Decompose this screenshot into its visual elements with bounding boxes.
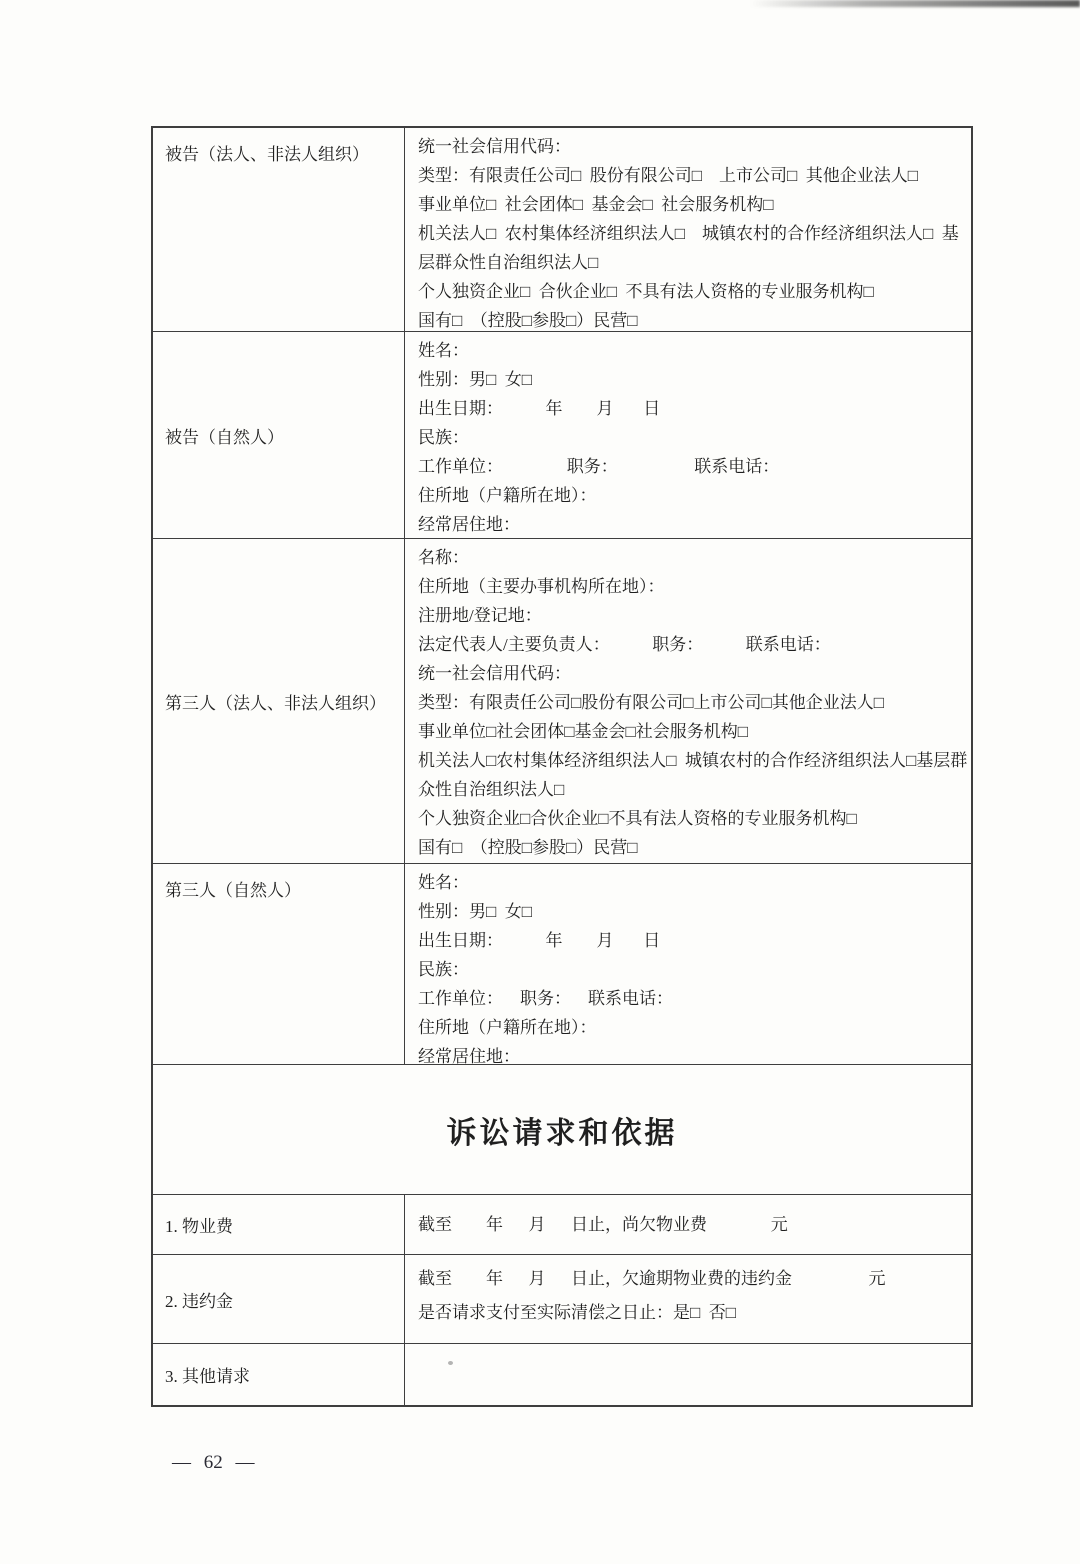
- row-section-header: [153, 1065, 971, 1195]
- civil-complaint-form-table: [151, 126, 973, 1407]
- claim-penalty-fields: [405, 1255, 971, 1343]
- row-label-text: 3. 其他请求: [165, 1367, 250, 1386]
- claim-property-fee-label: [153, 1195, 405, 1254]
- form-line: 截至 年 月 日止，欠逾期物业费的违约金 元: [418, 1269, 886, 1288]
- row-label-text: 第三人（自然人）: [165, 881, 301, 900]
- page-number: — 62 —: [172, 1452, 255, 1473]
- scan-speck: [448, 1361, 453, 1365]
- claim-other-label: [153, 1344, 405, 1405]
- defendant-person-label: [153, 332, 405, 538]
- form-line: 名称：: [418, 548, 469, 567]
- form-line: 是否请求支付至实际清偿之日止：是□ 否□: [418, 1303, 737, 1322]
- claim-property-fee-fields: [405, 1195, 971, 1254]
- row-label-text: 第三人（法人、非法人组织）: [165, 693, 386, 713]
- form-line: 姓名：: [418, 873, 469, 892]
- form-line: 个人独资企业□ 合伙企业□ 不具有法人资格的专业服务机构□: [418, 282, 874, 301]
- form-line: 个人独资企业□合伙企业□不具有法人资格的专业服务机构□: [418, 809, 857, 828]
- third-party-org-label: [153, 539, 405, 863]
- form-line: 注册地/登记地：: [418, 606, 542, 625]
- form-line: 国有□ （控股□参股□）民营□: [418, 311, 638, 330]
- row-claim-other: [153, 1344, 971, 1405]
- form-line: 出生日期： 年 月 日: [418, 399, 661, 418]
- claim-other-fields: [405, 1344, 971, 1405]
- claim-penalty-label: [153, 1255, 405, 1343]
- form-line: 统一社会信用代码：: [418, 137, 571, 156]
- row-claim-property-fee: [153, 1195, 971, 1255]
- form-line: 民族：: [418, 960, 469, 979]
- form-line: 机关法人□ 农村集体经济组织法人□ 城镇农村的合作经济组织法人□ 基: [418, 224, 959, 243]
- defendant-person-fields: [405, 332, 971, 538]
- row-third-party-org: [153, 539, 971, 864]
- defendant-org-fields: [405, 128, 971, 331]
- row-claim-penalty: [153, 1255, 971, 1344]
- form-line: 事业单位□社会团体□基金会□社会服务机构□: [418, 722, 749, 741]
- form-line: 统一社会信用代码：: [418, 664, 571, 683]
- third-party-person-label: [153, 864, 405, 1064]
- form-line: 姓名：: [418, 341, 469, 360]
- form-line: 法定代表人/主要负责人： 职务： 联系电话：: [418, 635, 831, 654]
- form-line: 性别：男□ 女□: [418, 370, 533, 389]
- row-label-text: 1. 物业费: [165, 1217, 233, 1236]
- form-line: 民族：: [418, 428, 469, 447]
- third-party-person-fields: [405, 864, 971, 1064]
- row-label-text: 被告（自然人）: [165, 427, 284, 447]
- form-line: 工作单位： 职务： 联系电话：: [418, 457, 780, 476]
- row-defendant-person: [153, 332, 971, 539]
- form-line: 住所地（主要办事机构所在地）：: [418, 577, 665, 596]
- form-line: 出生日期： 年 月 日: [418, 931, 661, 950]
- defendant-org-label: [153, 128, 405, 331]
- form-line: 住所地（户籍所在地）：: [418, 1018, 597, 1037]
- section-title: 诉讼请求和依据: [446, 1116, 678, 1150]
- form-line: 截至 年 月 日止，尚欠物业费 元: [418, 1215, 788, 1234]
- form-line: 性别：男□ 女□: [418, 902, 533, 921]
- row-label-text: 2. 违约金: [165, 1291, 233, 1311]
- form-line: 住所地（户籍所在地）：: [418, 486, 597, 505]
- form-line: 国有□ （控股□参股□）民营□: [418, 838, 638, 857]
- form-line: 机关法人□农村集体经济组织法人□ 城镇农村的合作经济组织法人□基层群: [418, 751, 968, 770]
- third-party-org-fields: [405, 539, 971, 863]
- form-line: 经常居住地：: [418, 515, 520, 534]
- row-third-party-person: [153, 864, 971, 1065]
- form-line: 层群众性自治组织法人□: [418, 253, 599, 272]
- form-line: 事业单位□ 社会团体□ 基金会□ 社会服务机构□: [418, 195, 774, 214]
- form-line: 类型：有限责任公司□股份有限公司□上市公司□其他企业法人□: [418, 693, 885, 712]
- row-label-text: 被告（法人、非法人组织）: [165, 145, 369, 164]
- form-line: 工作单位： 职务： 联系电话：: [418, 989, 673, 1008]
- form-line: 类型：有限责任公司□ 股份有限公司□ 上市公司□ 其他企业法人□: [418, 166, 919, 185]
- form-line: 经常居住地：: [418, 1047, 520, 1064]
- form-line: 众性自治组织法人□: [418, 780, 565, 799]
- row-defendant-org: [153, 128, 971, 332]
- scan-artifact-top-right: [750, 0, 1080, 7]
